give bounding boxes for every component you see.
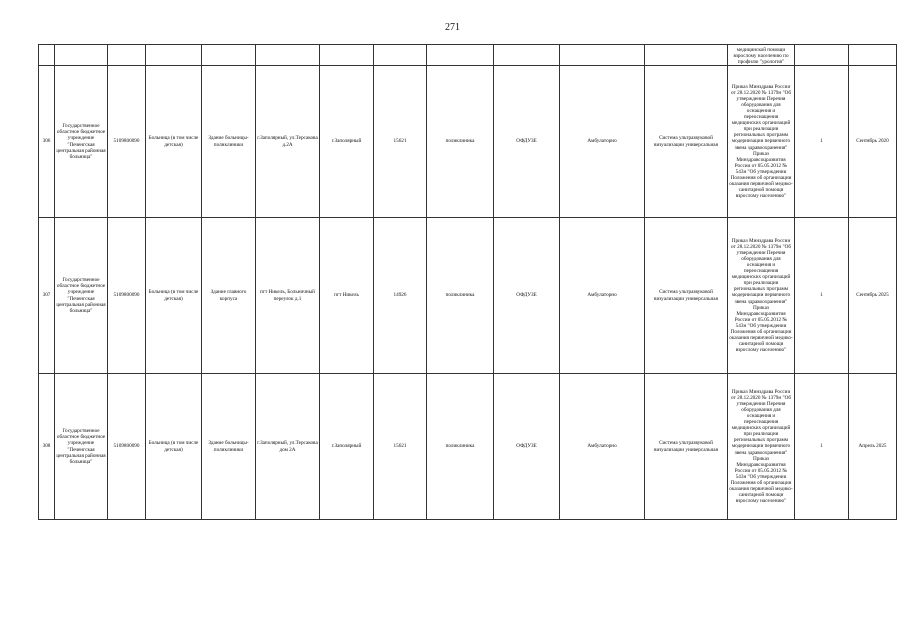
inn: 5109800090 bbox=[108, 218, 146, 374]
regulatory-document: Приказ Минздрава России от 28.12.2020 № 1379н "Об утверждении Перечня оборудования для оснащения и переоснащения медицинских организаций при реализации региональных программ модернизации первичного звена здравоохранения" Приказ Минздравсоцразвития России от 05.05.2012 № 543н "Об утверждении Положения об организации оказания первичной медико-санитарной помощи взрослому населению" bbox=[728, 66, 795, 218]
regulatory-document: Приказ Минздрава России от 28.12.2020 № 1379н "Об утверждении Перечня оборудования для оснащения и переоснащения медицинских организаций при реализации региональных программ модернизации первичного звена здравоохранения" Приказ Минздравсоцразвития России от 05.05.2012 № 543н "Об утверждении Положения об организации оказания первичной медико-санитарной помощи взрослому населению" bbox=[728, 374, 795, 520]
population: 15621 bbox=[374, 66, 427, 218]
building-name: Здание главного корпуса bbox=[202, 218, 256, 374]
level: ОФДУЗЕ bbox=[494, 218, 560, 374]
row-number: 306 bbox=[39, 66, 55, 218]
care-form: Амбулаторно bbox=[560, 374, 645, 520]
equipment-name: Система ультразвуковой визуализации универсальная bbox=[645, 374, 728, 520]
inn: 5109800090 bbox=[108, 66, 146, 218]
cell bbox=[560, 45, 645, 66]
row-number: 307 bbox=[39, 218, 55, 374]
care-condition: поликлиника bbox=[427, 374, 494, 520]
organization-name: Государственное областное бюджетное учреждение "Печенгская центральная районная больница" bbox=[55, 66, 108, 218]
cell bbox=[39, 45, 55, 66]
delivery-date: Апрель 2025 bbox=[849, 374, 897, 520]
cell bbox=[320, 45, 374, 66]
level: ОФДУЗЕ bbox=[494, 374, 560, 520]
care-form: Амбулаторно bbox=[560, 218, 645, 374]
facility-type: Больница (в том числе детская) bbox=[146, 66, 202, 218]
table-row bbox=[39, 66, 897, 218]
cell bbox=[374, 45, 427, 66]
cell bbox=[849, 45, 897, 66]
care-form: Амбулаторно bbox=[560, 66, 645, 218]
care-condition: поликлиника bbox=[427, 218, 494, 374]
cell bbox=[202, 45, 256, 66]
address: г.Заполярный, ул.Терсакова дом 2А bbox=[256, 374, 320, 520]
population: 15621 bbox=[374, 374, 427, 520]
address: г.Заполярный, ул.Терсакова д.2А bbox=[256, 66, 320, 218]
quantity: 1 bbox=[795, 218, 849, 374]
cell bbox=[108, 45, 146, 66]
organization-name: Государственное областное бюджетное учреждение "Печенгская центральная районная больница" bbox=[55, 218, 108, 374]
cell bbox=[146, 45, 202, 66]
cell bbox=[55, 45, 108, 66]
cell bbox=[795, 45, 849, 66]
quantity: 1 bbox=[795, 374, 849, 520]
locality: г.Заполярный bbox=[320, 374, 374, 520]
regulatory-document: Приказ Минздрава России от 28.12.2020 № 1379н "Об утверждении Перечня оборудования для оснащения и переоснащения медицинских организаций при реализации региональных программ модернизации первичного звена здравоохранения" Приказ Минздравсоцразвития России от 05.05.2012 № 543н "Об утверждении Положения об организации оказания первичной медико-санитарной помощи взрослому населению" bbox=[728, 218, 795, 374]
equipment-name: Система ультразвуковой визуализации универсальная bbox=[645, 218, 728, 374]
quantity: 1 bbox=[795, 66, 849, 218]
facility-type: Больница (в том числе детская) bbox=[146, 218, 202, 374]
locality: г.Заполярный bbox=[320, 66, 374, 218]
cell bbox=[427, 45, 494, 66]
row-number: 308 bbox=[39, 374, 55, 520]
locality: пгт Никель bbox=[320, 218, 374, 374]
equipment-name: Система ультразвуковой визуализации универсальная bbox=[645, 66, 728, 218]
delivery-date: Сентябрь 2020 bbox=[849, 66, 897, 218]
table-row bbox=[39, 374, 897, 520]
equipment-register-table bbox=[38, 44, 897, 520]
regulatory-document-cell: медицинской помощи взрослому населению по профилю "урология" bbox=[728, 45, 795, 66]
level: ОФДУЗЕ bbox=[494, 66, 560, 218]
population: 14926 bbox=[374, 218, 427, 374]
inn: 5109800090 bbox=[108, 374, 146, 520]
continuation-row bbox=[39, 45, 897, 66]
organization-name: Государственное областное бюджетное учреждение "Печенгская центральная районная больница" bbox=[55, 374, 108, 520]
building-name: Здание больницы-поликлиники bbox=[202, 374, 256, 520]
address: пгт Никель, Больничный переулок д.1 bbox=[256, 218, 320, 374]
building-name: Здание больницы-поликлиники bbox=[202, 66, 256, 218]
cell bbox=[256, 45, 320, 66]
cell bbox=[494, 45, 560, 66]
facility-type: Больница (в том числе детская) bbox=[146, 374, 202, 520]
cell bbox=[645, 45, 728, 66]
delivery-date: Сентябрь 2025 bbox=[849, 218, 897, 374]
table-row bbox=[39, 218, 897, 374]
care-condition: поликлиника bbox=[427, 66, 494, 218]
page-number: 271 bbox=[445, 22, 460, 33]
